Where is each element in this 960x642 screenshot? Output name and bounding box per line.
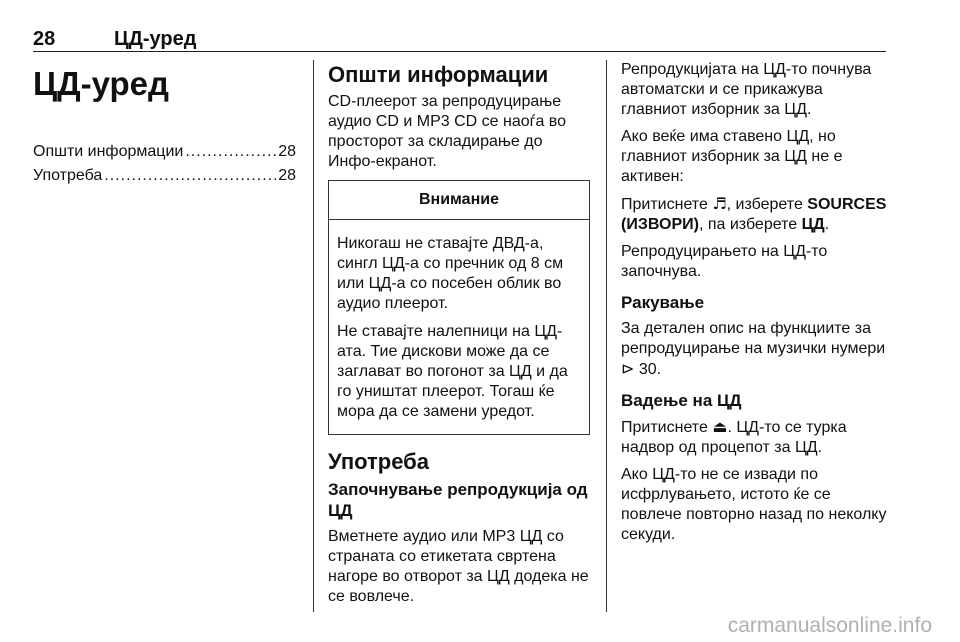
insert-cd-text: Вметнете аудио или MP3 ЦД со страната со етикетата свртена нагоре во отворот за ЦД додека не се вовлече.: [328, 528, 589, 605]
cd-label: ЦД: [801, 216, 825, 233]
sources-label: SOURCES (ИЗВОРИ): [621, 196, 887, 233]
eject-instruction: Притиснете ⏏. ЦД-то се турка надвор од процепот за ЦД.: [621, 417, 847, 456]
toc-page: 28: [278, 143, 296, 160]
subheading-start-playback: Започнување репродукција од ЦД: [328, 480, 588, 520]
playback-start-text: Репродуцирањето на ЦД-то започнува.: [621, 243, 828, 280]
column-divider: [606, 60, 607, 612]
section-heading-general: Општи информации: [328, 62, 549, 87]
eject-icon: ⏏: [712, 417, 728, 436]
subheading-eject: Вадење на ЦД: [621, 391, 742, 410]
chapter-title: ЦД-уред: [33, 65, 169, 102]
toc-entry-general[interactable]: [33, 140, 296, 164]
cd-inactive-text: Ако веќе има ставено ЦД, но главниот изборник за ЦД не е активен:: [621, 128, 843, 185]
warning-text-2: Не ставајте налепници на ЦД-ата. Тие дискови може да се заглават во погонот за ЦД и да го уништат плеерот. Тогаш ќе мора да се замени уредот.: [337, 323, 568, 420]
column-divider: [313, 60, 314, 612]
page-header: [33, 24, 886, 52]
general-column: [328, 60, 590, 613]
music-note-icon: ♬: [712, 194, 727, 213]
toc-page: 28: [278, 167, 296, 184]
toc-label: Употреба: [33, 167, 103, 184]
auto-playback-text: Репродукцијата на ЦД-то почнува автоматски и се прикажува главниот изборник за ЦД.: [621, 61, 872, 118]
general-intro: CD-плеерот за репродуцирање аудио CD и MP3 CD се наоѓа во просторот за складирање до Инфо-екранот.: [328, 93, 567, 170]
handling-text: За детален опис на функциите за репродуцирање на музички нумери ⊳ 30.: [621, 320, 886, 378]
toc-leader: [185, 140, 276, 164]
warning-text-1: Никогаш не ставајте ДВД-а, сингл ЦД-а со пречник од 8 см или ЦД-а со посебен облик во аудио плеерот.: [337, 235, 564, 312]
toc-leader: [104, 164, 276, 188]
toc-entry-usage[interactable]: [33, 164, 296, 188]
watermark: carmanualsonline.info: [727, 614, 932, 637]
section-heading-usage: Употреба: [328, 449, 430, 474]
running-title: ЦД-уред: [114, 28, 197, 50]
toc-label: Општи информации: [33, 143, 184, 160]
eject-note: Ако ЦД-то не се извади по исфрлувањето, истото ќе се повлече повторно назад по неколку секуди.: [621, 466, 887, 543]
select-source-instruction: Притиснете ♬, изберете SOURCES (ИЗВОРИ), па изберете ЦД.: [621, 194, 887, 233]
page-number: 28: [33, 28, 56, 50]
toc-column: [33, 60, 296, 188]
warning-title: Внимание: [329, 181, 589, 220]
usage-column: [621, 60, 889, 552]
page-ref-arrow-icon: ⊳: [621, 359, 635, 378]
warning-box: [328, 180, 590, 435]
page-reference[interactable]: 30.: [638, 361, 662, 378]
subheading-handling: Ракување: [621, 293, 705, 312]
